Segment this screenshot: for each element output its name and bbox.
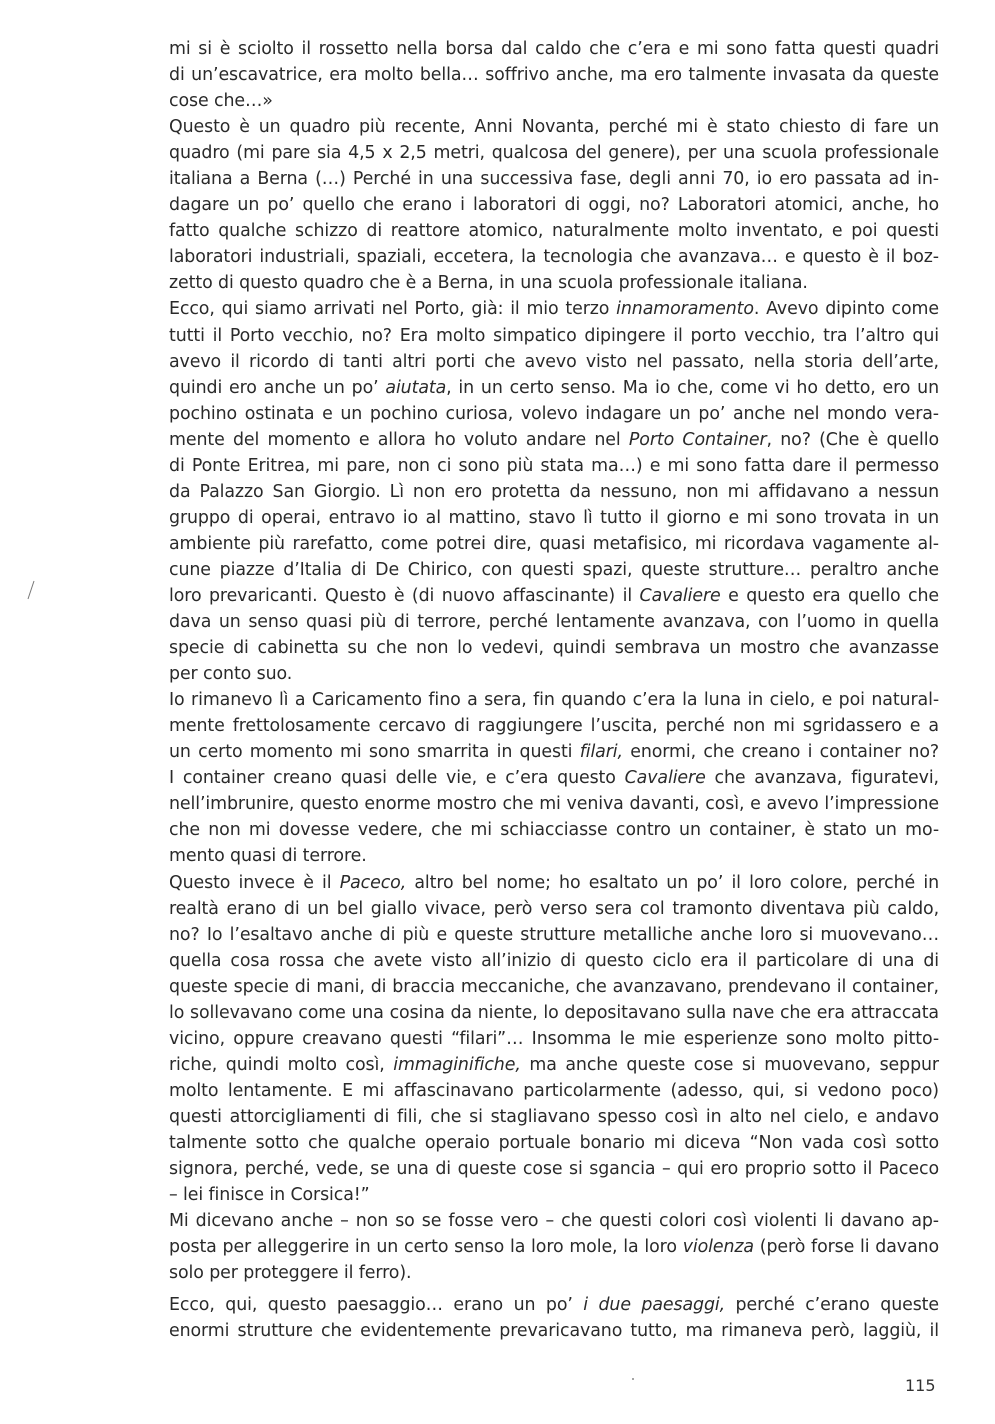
italic-run: violenza — [682, 1237, 754, 1258]
text-line — [169, 557, 939, 583]
text-run: queste specie di mani, di braccia meccaniche, che avanzavano, prendevano il container, — [169, 976, 939, 997]
text-line — [169, 296, 939, 322]
text-run: di un’escavatrice, era molto bella… soffrivo anche, ma ero talmente invasata da queste — [169, 65, 939, 86]
text-line — [169, 36, 939, 62]
text-line — [169, 401, 939, 427]
text-run: mente del momento e allora ho voluto andare nel — [169, 429, 629, 450]
text-line — [169, 974, 939, 1000]
text-run: avevo il ricordo di tanti altri porti che avevo visto nel passato, nella storia dell’arte, — [169, 351, 939, 372]
paragraph — [169, 296, 939, 687]
text-run: – lei finisce in Corsica!” — [169, 1185, 370, 1206]
margin-pencil-mark — [26, 580, 36, 600]
text-line — [169, 244, 939, 270]
text-run: Questo invece è il — [169, 872, 340, 893]
text-run: mente frettolosamente cercavo di raggiungere l’uscita, perché non mi sgridassero e a — [169, 716, 939, 737]
italic-run: Cavaliere — [639, 585, 721, 606]
text-run: no? Io l’esaltavo anche di più e queste strutture metalliche anche loro si muovevano… — [169, 924, 939, 945]
text-run: , in un certo senso. Ma io che, come vi ho detto, ero un — [446, 377, 939, 398]
text-line — [169, 531, 939, 557]
italic-run: filari, — [579, 742, 623, 763]
text-run: e questo era quello che — [720, 585, 939, 606]
paragraph — [169, 1292, 939, 1344]
text-line — [169, 1052, 939, 1078]
text-run: italiana a Berna (…) Perché in una successiva fase, degli anni 70, io ero passata ad in- — [169, 169, 939, 190]
text-run: . Avevo dipinto come — [753, 299, 939, 320]
text-line — [169, 1260, 939, 1286]
text-line — [169, 791, 939, 817]
text-run: (però forse li davano — [754, 1237, 940, 1258]
text-line — [169, 427, 939, 453]
text-line — [169, 843, 939, 869]
text-line — [169, 948, 939, 974]
text-run: cose che…» — [169, 91, 273, 112]
text-line — [169, 1000, 939, 1026]
paragraph — [169, 1208, 939, 1286]
text-run: ambiente più rarefatto, come potrei dire, quasi metafisico, mi ricordava vagamente al- — [169, 533, 939, 554]
text-run: Ecco, qui, questo paesaggio… erano un po’ — [169, 1295, 584, 1316]
text-line — [169, 870, 939, 896]
paragraph — [169, 687, 939, 869]
text-run: talmente sotto che qualche operaio portuale bonario mi diceva “Non vada così sotto — [169, 1132, 939, 1153]
text-run: solo per proteggere il ferro). — [169, 1263, 412, 1284]
text-run: posta per alleggerire in un certo senso la loro mole, la loro — [169, 1237, 683, 1258]
text-line — [169, 765, 939, 791]
text-run: tutti il Porto vecchio, no? Era molto simpatico dipingere il porto vecchio, tra l’altro qui — [169, 325, 939, 346]
page-number: 115 — [905, 1376, 936, 1395]
text-run: che non mi dovesse vedere, che mi schiacciasse contro un container, è stato un mo- — [169, 820, 939, 841]
text-run: specie di cabinetta su che non lo vedevi, quindi sembrava un mostro che avanzasse — [169, 638, 939, 659]
text-run: nell’imbrunire, questo enorme mostro che mi veniva davanti, così, e avevo l’impressione — [169, 794, 939, 815]
italic-run: Cavaliere — [624, 768, 706, 789]
speck-mark — [632, 1378, 634, 1380]
text-line — [169, 1130, 939, 1156]
text-run: fatto qualche schizzo di reattore atomico, naturalmente molto inventato, e poi questi — [169, 221, 939, 242]
italic-run: innamoramento — [616, 299, 754, 320]
text-line — [169, 192, 939, 218]
text-line — [169, 635, 939, 661]
body-text — [169, 36, 939, 1344]
text-line — [169, 166, 939, 192]
text-line — [169, 88, 939, 114]
text-line — [169, 1182, 939, 1208]
text-run: molto lentamente. E mi affascinavano particolarmente (adesso, qui, si vedono poco) — [169, 1080, 939, 1101]
text-line — [169, 1318, 939, 1344]
text-run: lo sollevavano come una cosina da niente, lo depositavano sulla nave che era attraccata — [169, 1002, 939, 1023]
text-line — [169, 687, 939, 713]
text-run: da Palazzo San Giorgio. Lì non ero protetta da nessuno, non mi affidavano a nessun — [169, 481, 939, 502]
italic-run: aiutata — [385, 377, 447, 398]
text-run: enormi, che creano i container no? — [622, 742, 939, 763]
paragraph — [169, 36, 939, 114]
text-line — [169, 661, 939, 687]
text-line — [169, 896, 939, 922]
text-run: mi si è sciolto il rossetto nella borsa dal caldo che c’era e mi sono fatta questi quadri — [169, 39, 939, 59]
text-run: pochino ostinata e un pochino curiosa, volevo indagare un po’ anche nel mondo vera- — [169, 403, 939, 424]
text-run: altro bel nome; ho esaltato un po’ il loro colore, perché in — [406, 872, 939, 893]
text-run: questi attorcigliamenti di fili, che si stagliavano spesso così in alto nel cielo, e andavo — [169, 1106, 939, 1127]
text-line — [169, 1292, 939, 1318]
text-run: laboratori industriali, spaziali, eccetera, la tecnologia che avanzava… e questo è il boz- — [169, 247, 939, 268]
text-run: Questo è un quadro più recente, Anni Novanta, perché mi è stato chiesto di fare un — [169, 117, 939, 138]
text-run: vicino, oppure creavano questi “filari”… Insomma le mie esperienze sono molto pitto- — [169, 1028, 939, 1049]
text-line — [169, 140, 939, 166]
text-run: un certo momento mi sono smarrita in questi — [169, 742, 580, 763]
text-line — [169, 1026, 939, 1052]
text-run: zetto di questo quadro che è a Berna, in una scuola professionale italiana. — [169, 273, 808, 294]
text-run: I container creano quasi delle vie, e c’era questo — [169, 768, 625, 789]
text-line — [169, 739, 939, 765]
text-run: che avanzava, figuratevi, — [705, 768, 939, 789]
text-line — [169, 922, 939, 948]
text-line — [169, 1234, 939, 1260]
italic-run: i due paesaggi, — [583, 1295, 726, 1316]
text-run: gruppo di operai, entravo io al mattino, stavo lì tutto il giorno e mi sono trovata in un — [169, 507, 939, 528]
text-run: mento quasi di terrore. — [169, 846, 367, 867]
text-line — [169, 453, 939, 479]
text-line — [169, 1156, 939, 1182]
text-run: quadro (mi pare sia 4,5 x 2,5 metri, qualcosa del genere), per una scuola professionale — [169, 143, 939, 164]
text-run: Io rimanevo lì a Caricamento fino a sera, fin quando c’era la luna in cielo, e poi natural- — [169, 690, 939, 711]
text-line — [169, 270, 939, 296]
text-line — [169, 349, 939, 375]
text-run: , no? (Che è quello — [766, 429, 939, 450]
text-run: realtà erano di un bel giallo vivace, però verso sera col tramonto diventava più caldo, — [169, 898, 939, 919]
text-run: dagare un po’ quello che erano i laboratori di oggi, no? Laboratori atomici, anche, ho — [169, 195, 939, 216]
text-line — [169, 1078, 939, 1104]
text-run: quindi ero anche un po’ — [169, 377, 386, 398]
text-run: cune piazze d’Italia di De Chirico, con questi spazi, queste strutture… peraltro anche — [169, 559, 939, 580]
italic-run: Paceco, — [339, 872, 407, 893]
text-line — [169, 375, 939, 401]
text-line — [169, 713, 939, 739]
paragraph — [169, 870, 939, 1209]
text-run: loro prevaricanti. Questo è (di nuovo affascinante) il — [169, 585, 640, 606]
text-line — [169, 218, 939, 244]
text-run: Mi dicevano anche – non so se fosse vero – che questi colori così violenti li davano ap- — [169, 1211, 939, 1232]
text-line — [169, 62, 939, 88]
text-run: ma anche queste cose si muovevano, seppur — [520, 1054, 939, 1075]
text-line — [169, 114, 939, 140]
text-run: dava un senso quasi più di terrore, perché lentamente avanzava, con l’uomo in quella — [169, 612, 939, 633]
text-run: riche, quindi molto così, — [169, 1054, 394, 1075]
text-line — [169, 817, 939, 843]
text-line — [169, 583, 939, 609]
text-line — [169, 505, 939, 531]
text-line — [169, 1104, 939, 1130]
text-line — [169, 609, 939, 635]
text-run: di Ponte Eritrea, mi pare, non ci sono più stata ma…) e mi sono fatta dare il permesso — [169, 455, 939, 476]
text-run: Ecco, qui siamo arrivati nel Porto, già: il mio terzo — [169, 299, 617, 320]
text-run: signora, perché, vede, se una di queste cose si sgancia – qui ero proprio sotto il Paceco — [169, 1159, 939, 1180]
text-run: perché c’erano queste — [725, 1295, 939, 1316]
text-line — [169, 1208, 939, 1234]
text-line — [169, 323, 939, 349]
text-run: per conto suo. — [169, 664, 293, 685]
italic-run: Porto Container — [628, 429, 767, 450]
italic-run: immaginifiche, — [393, 1054, 521, 1075]
text-line — [169, 479, 939, 505]
text-run: enormi strutture che evidentemente prevaricavano tutto, ma rimaneva però, laggiù, il — [169, 1321, 939, 1342]
text-run: quella cosa rossa che avete visto all’inizio di questo ciclo era il particolare di una di — [169, 950, 939, 971]
paragraph — [169, 114, 939, 296]
